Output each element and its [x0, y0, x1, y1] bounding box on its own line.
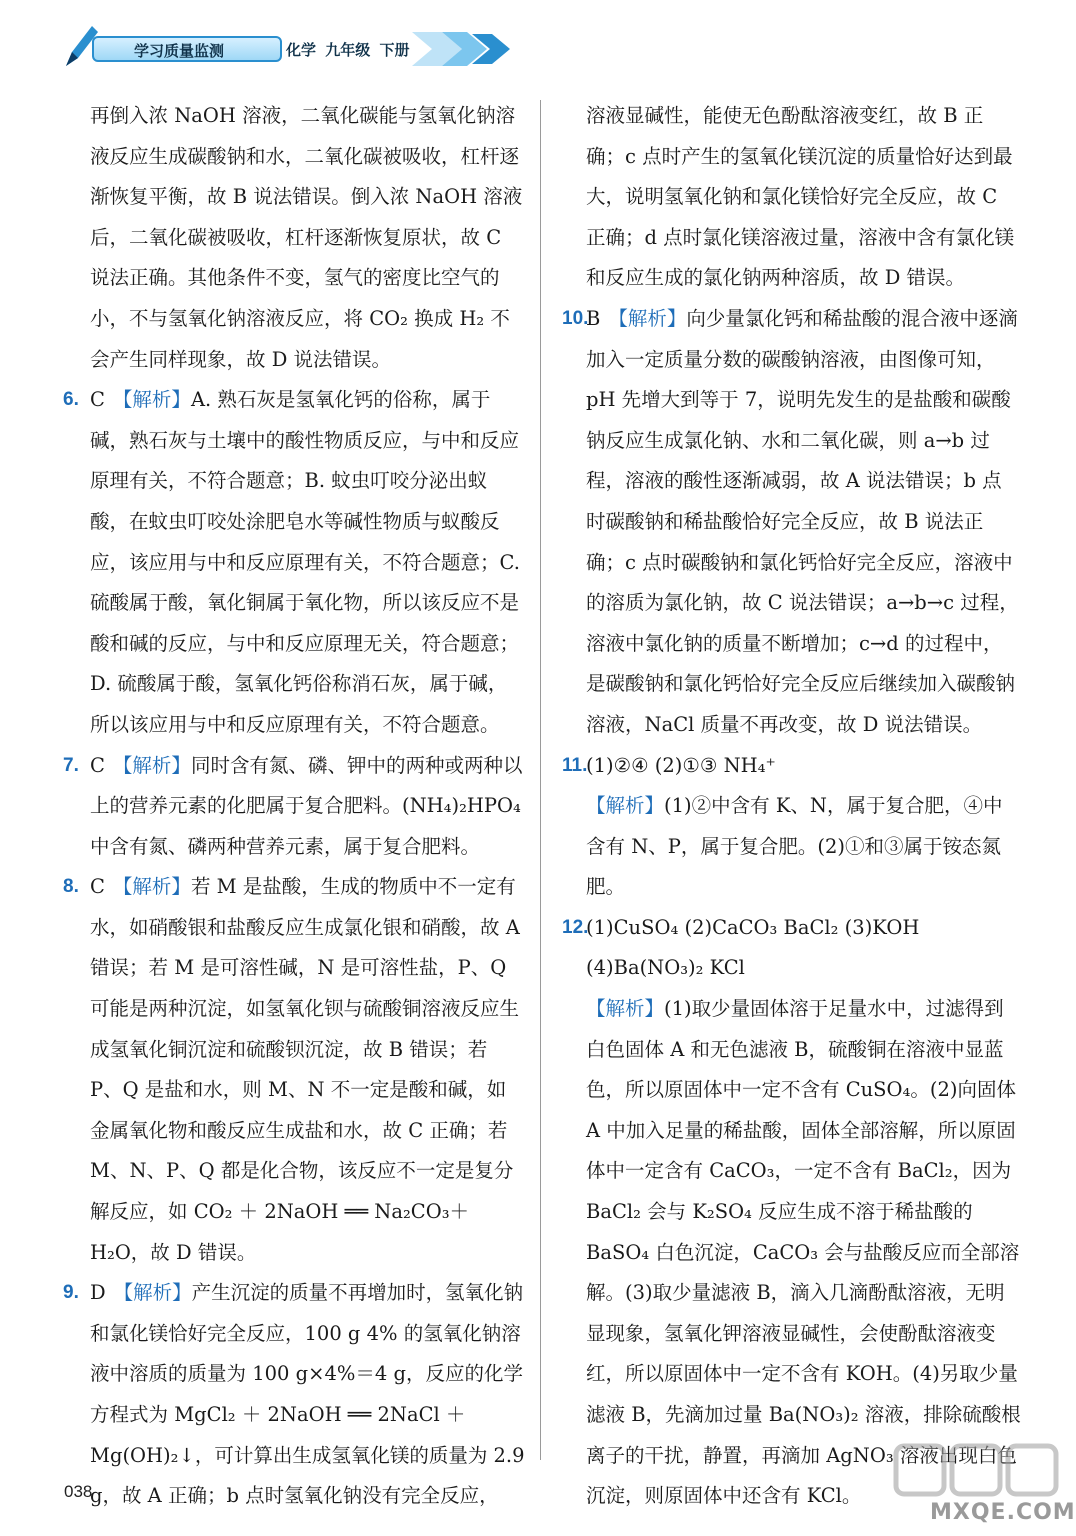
column-divider [540, 100, 541, 1460]
item-answer: (1)②④ (2)①③ NH₄⁺ [586, 753, 776, 777]
item-number: 10. [562, 307, 589, 329]
analysis-label: 【解析】 [608, 306, 687, 330]
item-text: (1)②中含有 K、N，属于复合肥，④中含有 N、P，属于复合肥。(2)①和③属于铵态氮肥。 [586, 794, 1003, 899]
analysis-label: 【解析】 [113, 1281, 192, 1305]
item-answer: B [586, 306, 601, 330]
analysis-11 [586, 786, 1021, 908]
analysis-label: 【解析】 [586, 997, 665, 1021]
item-number: 11. [562, 754, 588, 776]
item-number: 7. [63, 754, 79, 776]
analysis-label: 【解析】 [112, 753, 191, 777]
answer-continuation [586, 96, 1021, 299]
item-answer: (1)CuSO₄ (2)CaCO₃ BaCl₂ (3)KOH [586, 915, 920, 939]
chevrons-icon [412, 32, 532, 66]
item-answer: C [90, 388, 105, 412]
item-text: 产生沉淀的质量不再增加时，氢氧化钠和氯化镁恰好完全反应，100 g 4% 的氢氧化钠溶液中溶质的质量为 100 g×4%＝4 g，反应的化学方程式为 MgCl₂ ＋ 2NaOH ══ 2NaCl ＋ Mg(OH)₂↓，可计算出生成氢氧化镁的质量为 2.9 g，故 A 正确；b 点时氢氧化钠没有完全反应， [90, 1281, 525, 1508]
answer-item-6 [63, 380, 525, 745]
analysis-label: 【解析】 [112, 388, 191, 412]
item-text: A. 熟石灰是氢氧化钙的俗称，属于碱，熟石灰与土壤中的酸性物质反应，与中和反应原理有关，不符合题意；B. 蚊虫叮咬分泌出蚁酸，在蚊虫叮咬处涂肥皂水等碱性物质与蚁酸反应，该应用与中和反应原理有关，不符合题意；C. 硫酸属于酸，氧化铜属于氧化物，所以该反应不是酸和碱的反应，与中和反应原理无关，符合题意；D. 硫酸属于酸，氢氧化钙俗称消石灰，属于碱，所以该应用与中和反应原理有关，不符合题意。 [90, 388, 520, 736]
item-text: 若 M 是盐酸，生成的物质中不一定有水，如硝酸银和盐酸反应生成氯化银和硝酸，故 A 错误；若 M 是可溶性碱，N 是可溶性盐，P、Q 可能是两种沉淀，如氢氧化钡与硫酸铜溶液反应生成氢氧化铜沉淀和硫酸钡沉淀，故 B 错误；若 P、Q 是盐和水，则 M、N 不一定是酸和碱，如金属氧化物和酸反应生成盐和水，故 C 正确；若 M、N、P、Q 都是化合物，该反应不一定是复分解反应，如 CO₂ ＋ 2NaOH ══ Na₂CO₃＋H₂O，故 D 错误。 [90, 875, 520, 1264]
item-answer: (4)Ba(NO₃)₂ KCl [586, 956, 745, 980]
answer-item-11 [562, 746, 1021, 787]
item-number: 9. [63, 1282, 79, 1304]
analysis-label: 【解析】 [586, 794, 665, 818]
answer-item-12 [562, 908, 1021, 949]
answer-item-10 [562, 299, 1021, 746]
analysis-12 [586, 989, 1021, 1517]
answer-item-7 [63, 746, 525, 868]
item-answer: C [90, 753, 105, 777]
paragraph-text: 溶液显碱性，能使无色酚酞溶液变红，故 B 正确；c 点时产生的氢氧化镁沉淀的质量恰好达到最大，说明氢氧化钠和氯化镁恰好完全反应，故 C 正确；d 点时氯化镁溶液过量，溶液中含有氯化镁和反应生成的氯化钠两种溶质，故 D 错误。 [586, 104, 1015, 290]
item-number: 12. [562, 916, 589, 938]
item-text: (1)取少量固体溶于足量水中，过滤得到白色固体 A 和无色滤液 B，硫酸铜在溶液中显蓝色，所以原固体中一定不含有 CuSO₄。(2)向固体 A 中加入足量的稀盐酸，固体全部溶解，所以原固体中一定含有 CaCO₃，一定不含有 BaCl₂，因为 BaCl₂ 会与 K₂SO₄ 反应生成不溶于稀盐酸的 BaSO₄ 白色沉淀，CaCO₃ 会与盐酸反应而全部溶解。(3)取少量滤液 B，滴入几滴酚酞溶液，无明显现象，氢氧化钾溶液显碱性，会使酚酞溶液变红，所以原固体中一定不含有 KOH。(4)另取少量滤液 B，先滴加过量 Ba(NO₃)₂ 溶液，排除硫酸根离子的干扰，静置，再滴加 AgNO₃ 溶液出现白色沉淀，则原固体中还含有 KCl。 [586, 997, 1021, 1508]
page-header [62, 22, 482, 70]
item-number: 8. [63, 876, 79, 898]
answer-item-8 [63, 867, 525, 1273]
item-answer: C [90, 875, 105, 899]
analysis-label: 【解析】 [112, 875, 191, 899]
item-text: 同时含有氮、磷、钾中的两种或两种以上的营养元素的化肥属于复合肥料。(NH₄)₂HPO₄ 中含有氮、磷两种营养元素，属于复合肥料。 [90, 753, 523, 858]
item-answer: D [90, 1281, 106, 1305]
paragraph-text: 再倒入浓 NaOH 溶液，二氧化碳能与氢氧化钠溶液反应生成碳酸钠和水，二氧化碳被吸收，杠杆逐渐恢复平衡，故 B 说法错误。倒入浓 NaOH 溶液后，二氧化碳被吸收，杠杆逐渐恢复原状，故 C 说法正确。其他条件不变，氢气的密度比空气的小，不与氢氧化钠溶液反应，将 CO₂ 换成 H₂ 不会产生同样现象，故 D 说法错误。 [90, 104, 523, 371]
subject-title: 化学 九年级 下册 [286, 41, 410, 59]
item-text: 向少量氯化钙和稀盐酸的混合液中逐滴加入一定质量分数的碳酸钠溶液，由图像可知，pH 先增大到等于 7，说明先发生的是盐酸和碳酸钠反应生成氯化钠、水和二氧化碳，则 a→b 过程，溶液的酸性逐渐减弱，故 A 说法错误；b 点时碳酸钠和稀盐酸恰好完全反应，故 B 说法正确；c 点时碳酸钠和氯化钙恰好完全反应，溶液中的溶质为氯化钠，故 C 说法错误；a→b→c 过程，溶液中氯化钠的质量不断增加；c→d 的过程中，是碳酸钠和氯化钙恰好完全反应后继续加入碳酸钠溶液，NaCl 质量不再改变，故 D 说法错误。 [586, 306, 1019, 736]
answer-item-12-part4 [586, 948, 1021, 989]
item-number: 6. [63, 389, 79, 411]
page-number: 038 [64, 1482, 93, 1501]
watermark-text: MXQE.COM [930, 1500, 1076, 1525]
right-column [562, 96, 1021, 1517]
answer-continuation [90, 96, 525, 380]
series-title: 学习质量监测 [92, 36, 282, 62]
